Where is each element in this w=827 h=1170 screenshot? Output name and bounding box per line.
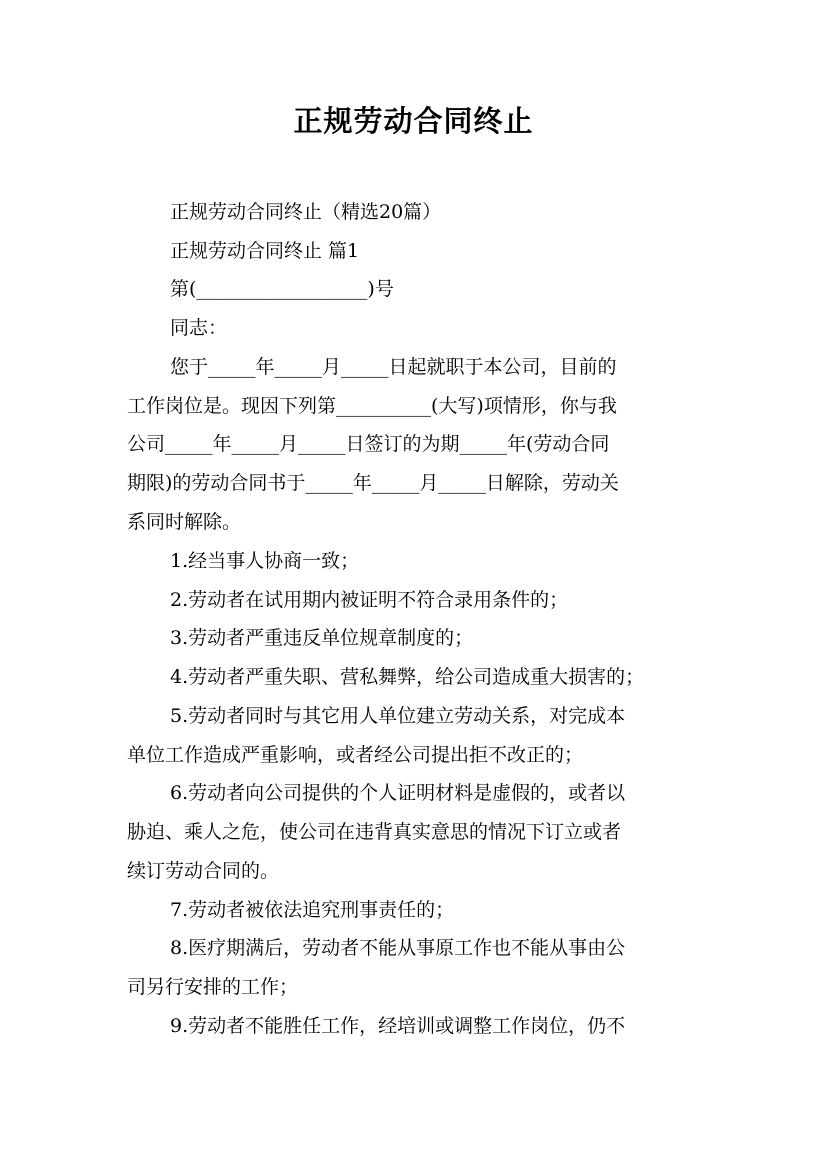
list-item: 5.劳动者同时与其它用人单位建立劳动关系，对完成本 [170, 705, 626, 727]
list-item: 2.劳动者在试用期内被证明不符合录用条件的； [170, 589, 569, 611]
list-item: 7.劳动者被依法追究刑事责任的； [170, 899, 455, 921]
list-item: 6.劳动者向公司提供的个人证明材料是虚假的，或者以 [170, 782, 626, 804]
list-item: 4.劳动者严重失职、营私舞弊，给公司造成重大损害的； [170, 666, 645, 688]
subtitle: 正规劳动合同终止（精选20篇） [170, 201, 442, 223]
list-item-continuation: 单位工作造成严重影响，或者经公司提出拒不改正的； [127, 744, 584, 766]
list-item-continuation: 司另行安排的工作； [127, 976, 299, 998]
paragraph-line: 工作岗位是。现因下列第__________(大写)项情形，你与我 [127, 395, 617, 417]
list-item-continuation: 续订劳动合同的。 [127, 860, 280, 882]
list-item: 3.劳动者严重违反单位规章制度的； [170, 627, 474, 649]
section-heading: 正规劳动合同终止 篇1 [170, 240, 360, 262]
list-item: 8.医疗期满后，劳动者不能从事原工作也不能从事由公 [170, 937, 626, 959]
paragraph-line: 公司_____年_____月_____日签订的为期_____年(劳动合同 [127, 433, 610, 455]
document-title: 正规劳动合同终止 [293, 104, 534, 138]
salutation: 同志： [170, 317, 228, 339]
paragraph-line: 期限)的劳动合同书于_____年_____月_____日解除，劳动关 [127, 472, 619, 494]
list-item-continuation: 胁迫、乘人之危，使公司在违背真实意思的情况下订立或者 [127, 821, 622, 843]
paragraph-line: 系同时解除。 [127, 511, 242, 533]
list-item: 9.劳动者不能胜任工作，经培训或调整工作岗位，仍不 [170, 1015, 626, 1037]
paragraph-line: 您于_____年_____月_____日起就职于本公司，目前的 [170, 356, 617, 378]
document-number: 第(__________________)号 [170, 278, 394, 300]
list-item: 1.经当事人协商一致； [170, 550, 360, 572]
